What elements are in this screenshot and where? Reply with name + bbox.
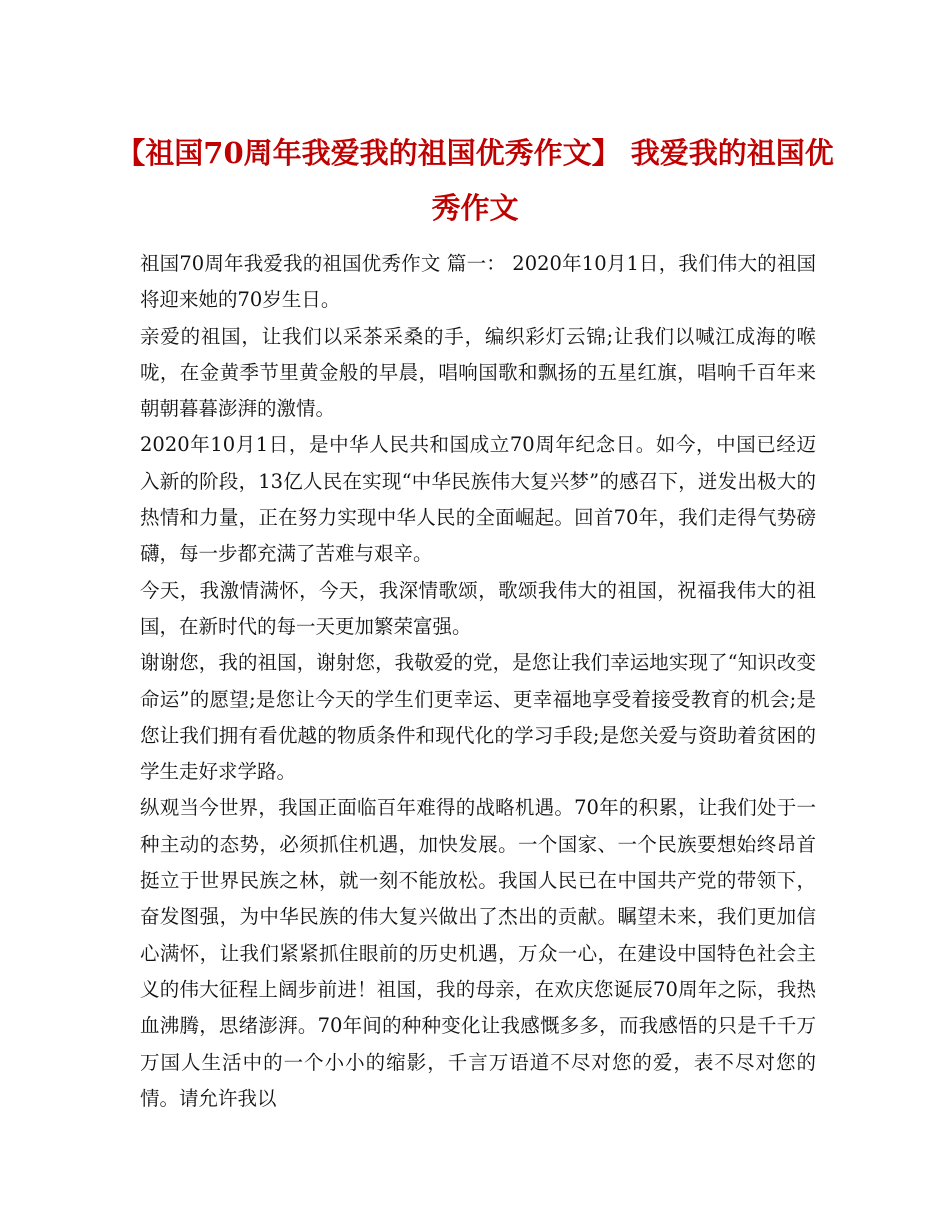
document-body [140, 246, 816, 1117]
paragraph-1: 祖国70周年我爱我的祖国优秀作文 篇一： 2020年10月1日，我们伟大的祖国将迎来她的70岁生日。 [140, 252, 816, 312]
document-title: 【祖国70周年我爱我的祖国优秀作文】 我爱我的祖国优秀作文 [116, 136, 834, 225]
paragraph-2: 亲爱的祖国，让我们以采茶采桑的手，编织彩灯云锦;让我们以喊江成海的喉咙，在金黄季节里黄金般的早晨，唱响国歌和飘扬的五星红旗，唱响千百年来朝朝暮暮澎湃的激情。 [140, 324, 816, 421]
paragraph-6: 纵观当今世界，我国正面临百年难得的战略机遇。70年的积累，让我们处于一种主动的态势，必须抓住机遇，加快发展。一个国家、一个民族要想始终昂首挺立于世界民族之林，就一刻不能放松。我国人民已在中国共产党的带领下，奋发图强，为中华民族的伟大复兴做出了杰出的贡献。瞩望未来，我们更加信心满怀，让我们紧紧抓住眼前的历史机遇，万众一心，在建设中国特色社会主义的伟大征程上阔步前进！祖国，我的母亲，在欢庆您诞辰70周年之际，我热血沸腾，思绪澎湃。70年间的种种变化让我感慨多多，而我感悟的只是千千万万国人生活中的一个小小的缩影，千言万语道不尽对您的爱，表不尽对您的情。请允许我以 [140, 796, 816, 1110]
paragraph-4: 今天，我激情满怀，今天，我深情歌颂，歌颂我伟大的祖国，祝福我伟大的祖国，在新时代的每一天更加繁荣富强。 [140, 578, 816, 638]
paragraph-3: 2020年10月1日，是中华人民共和国成立70周年纪念日。如今，中国已经迈入新的阶段，13亿人民在实现“中华民族伟大复兴梦”的感召下，迸发出极大的热情和力量，正在努力实现中华人民的全面崛起。回首70年，我们走得气势磅礴，每一步都充满了苦难与艰辛。 [140, 433, 816, 566]
paragraph-5: 谢谢您，我的祖国，谢射您，我敬爱的党，是您让我们幸运地实现了“知识改变命运”的愿望;是您让今天的学生们更幸运、更幸福地享受着接受教育的机会;是您让我们拥有看优越的物质条件和现代化的学习手段;是您关爱与资助着贫困的学生走好求学路。 [140, 651, 816, 784]
